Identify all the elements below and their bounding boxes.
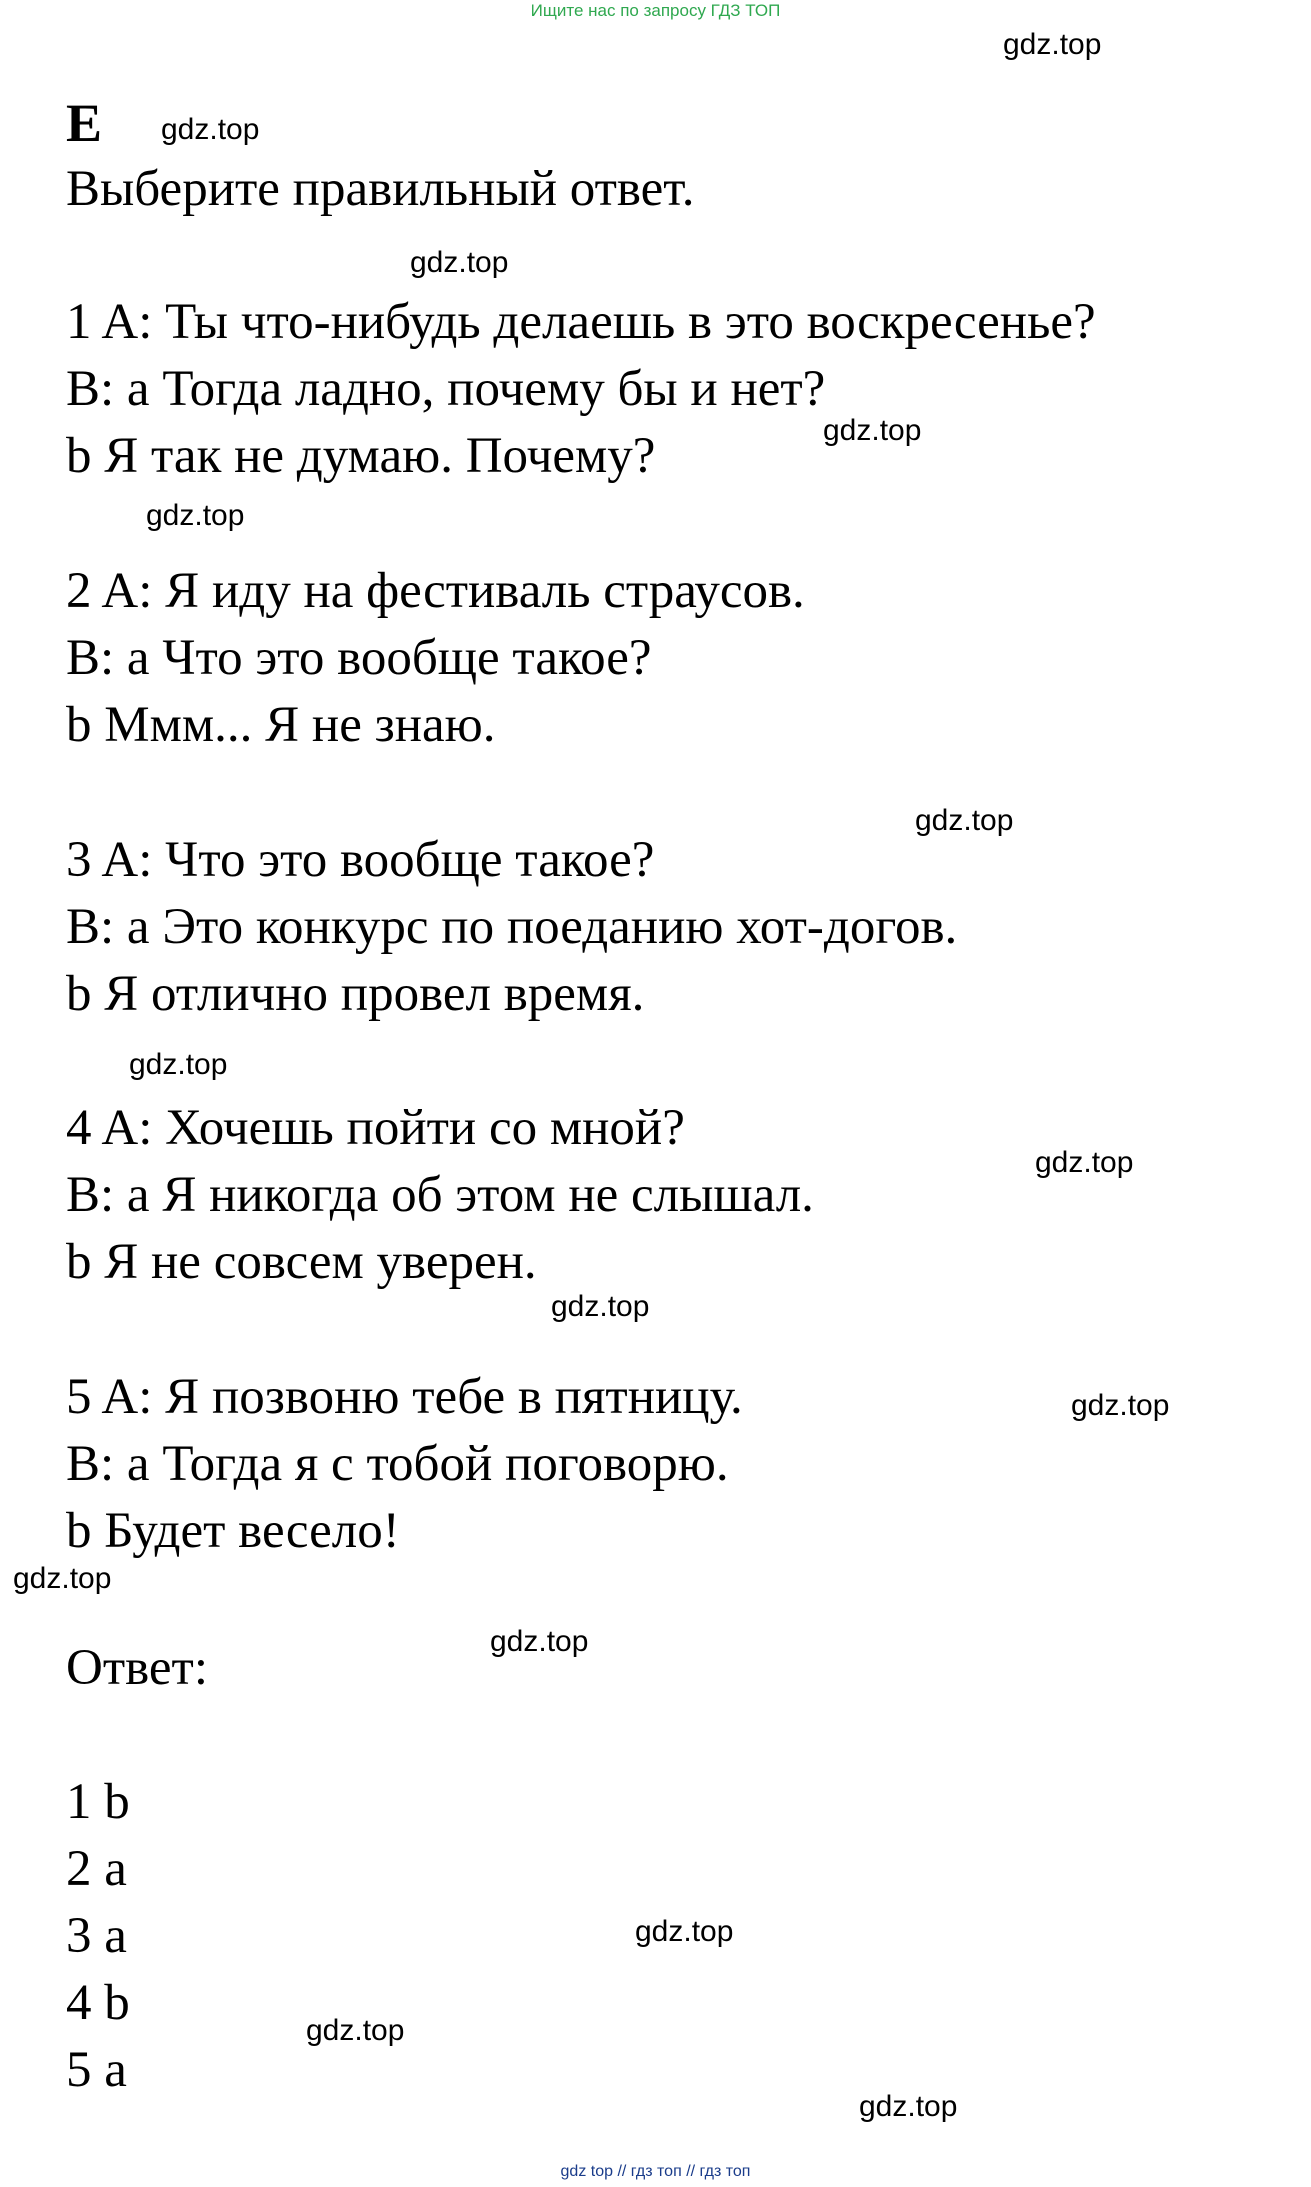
watermark: gdz.top	[551, 1290, 650, 1323]
question-4-option-a: B: a Я никогда об этом не слышал.	[66, 1167, 814, 1223]
watermark: gdz.top	[1003, 28, 1102, 61]
watermark: gdz.top	[1035, 1146, 1134, 1179]
answer-item: 4 b	[66, 1975, 130, 2031]
question-1-a-line: 1 A: Ты что-нибудь делаешь в это воскресенье?	[66, 294, 1096, 350]
question-1-option-a: B: a Тогда ладно, почему бы и нет?	[66, 361, 826, 417]
watermark: gdz.top	[129, 1048, 228, 1081]
watermark: gdz.top	[915, 804, 1014, 837]
question-3-option-a: B: a Это конкурс по поеданию хот-догов.	[66, 899, 958, 955]
question-2-option-b: b Ммм... Я не знаю.	[66, 697, 496, 753]
watermark: gdz.top	[13, 1562, 112, 1595]
instruction: Выберите правильный ответ.	[66, 161, 695, 217]
watermark: gdz.top	[859, 2090, 958, 2123]
question-2-option-a: B: a Что это вообще такое?	[66, 630, 652, 686]
question-5-a-line: 5 A: Я позвоню тебе в пятницу.	[66, 1369, 743, 1425]
question-2-a-line: 2 A: Я иду на фестиваль страусов.	[66, 563, 805, 619]
question-1-option-b: b Я так не думаю. Почему?	[66, 428, 656, 484]
top-banner[interactable]: Ищите нас по запросу ГДЗ ТОП	[530, 1, 781, 20]
answer-item: 1 b	[66, 1774, 130, 1830]
section-letter: E	[66, 93, 103, 153]
question-4-option-b: b Я не совсем уверен.	[66, 1234, 537, 1290]
watermark: gdz.top	[146, 499, 245, 532]
footer-links[interactable]: gdz top // гдз топ // гдз топ	[560, 2163, 751, 2180]
question-5-option-a: B: a Тогда я с тобой поговорю.	[66, 1436, 729, 1492]
watermark: gdz.top	[161, 113, 260, 146]
watermark: gdz.top	[823, 414, 922, 447]
question-3-a-line: 3 A: Что это вообще такое?	[66, 832, 655, 888]
watermark: gdz.top	[1071, 1389, 1170, 1422]
answer-heading: Ответ:	[66, 1640, 208, 1696]
watermark: gdz.top	[410, 246, 509, 279]
watermark: gdz.top	[635, 1915, 734, 1948]
watermark: gdz.top	[306, 2014, 405, 2047]
answer-item: 2 a	[66, 1841, 127, 1897]
answer-item: 3 a	[66, 1908, 127, 1964]
answer-item: 5 a	[66, 2042, 127, 2098]
question-3-option-b: b Я отлично провел время.	[66, 966, 645, 1022]
question-5-option-b: b Будет весело!	[66, 1503, 400, 1559]
question-4-a-line: 4 A: Хочешь пойти со мной?	[66, 1100, 685, 1156]
watermark: gdz.top	[490, 1625, 589, 1658]
